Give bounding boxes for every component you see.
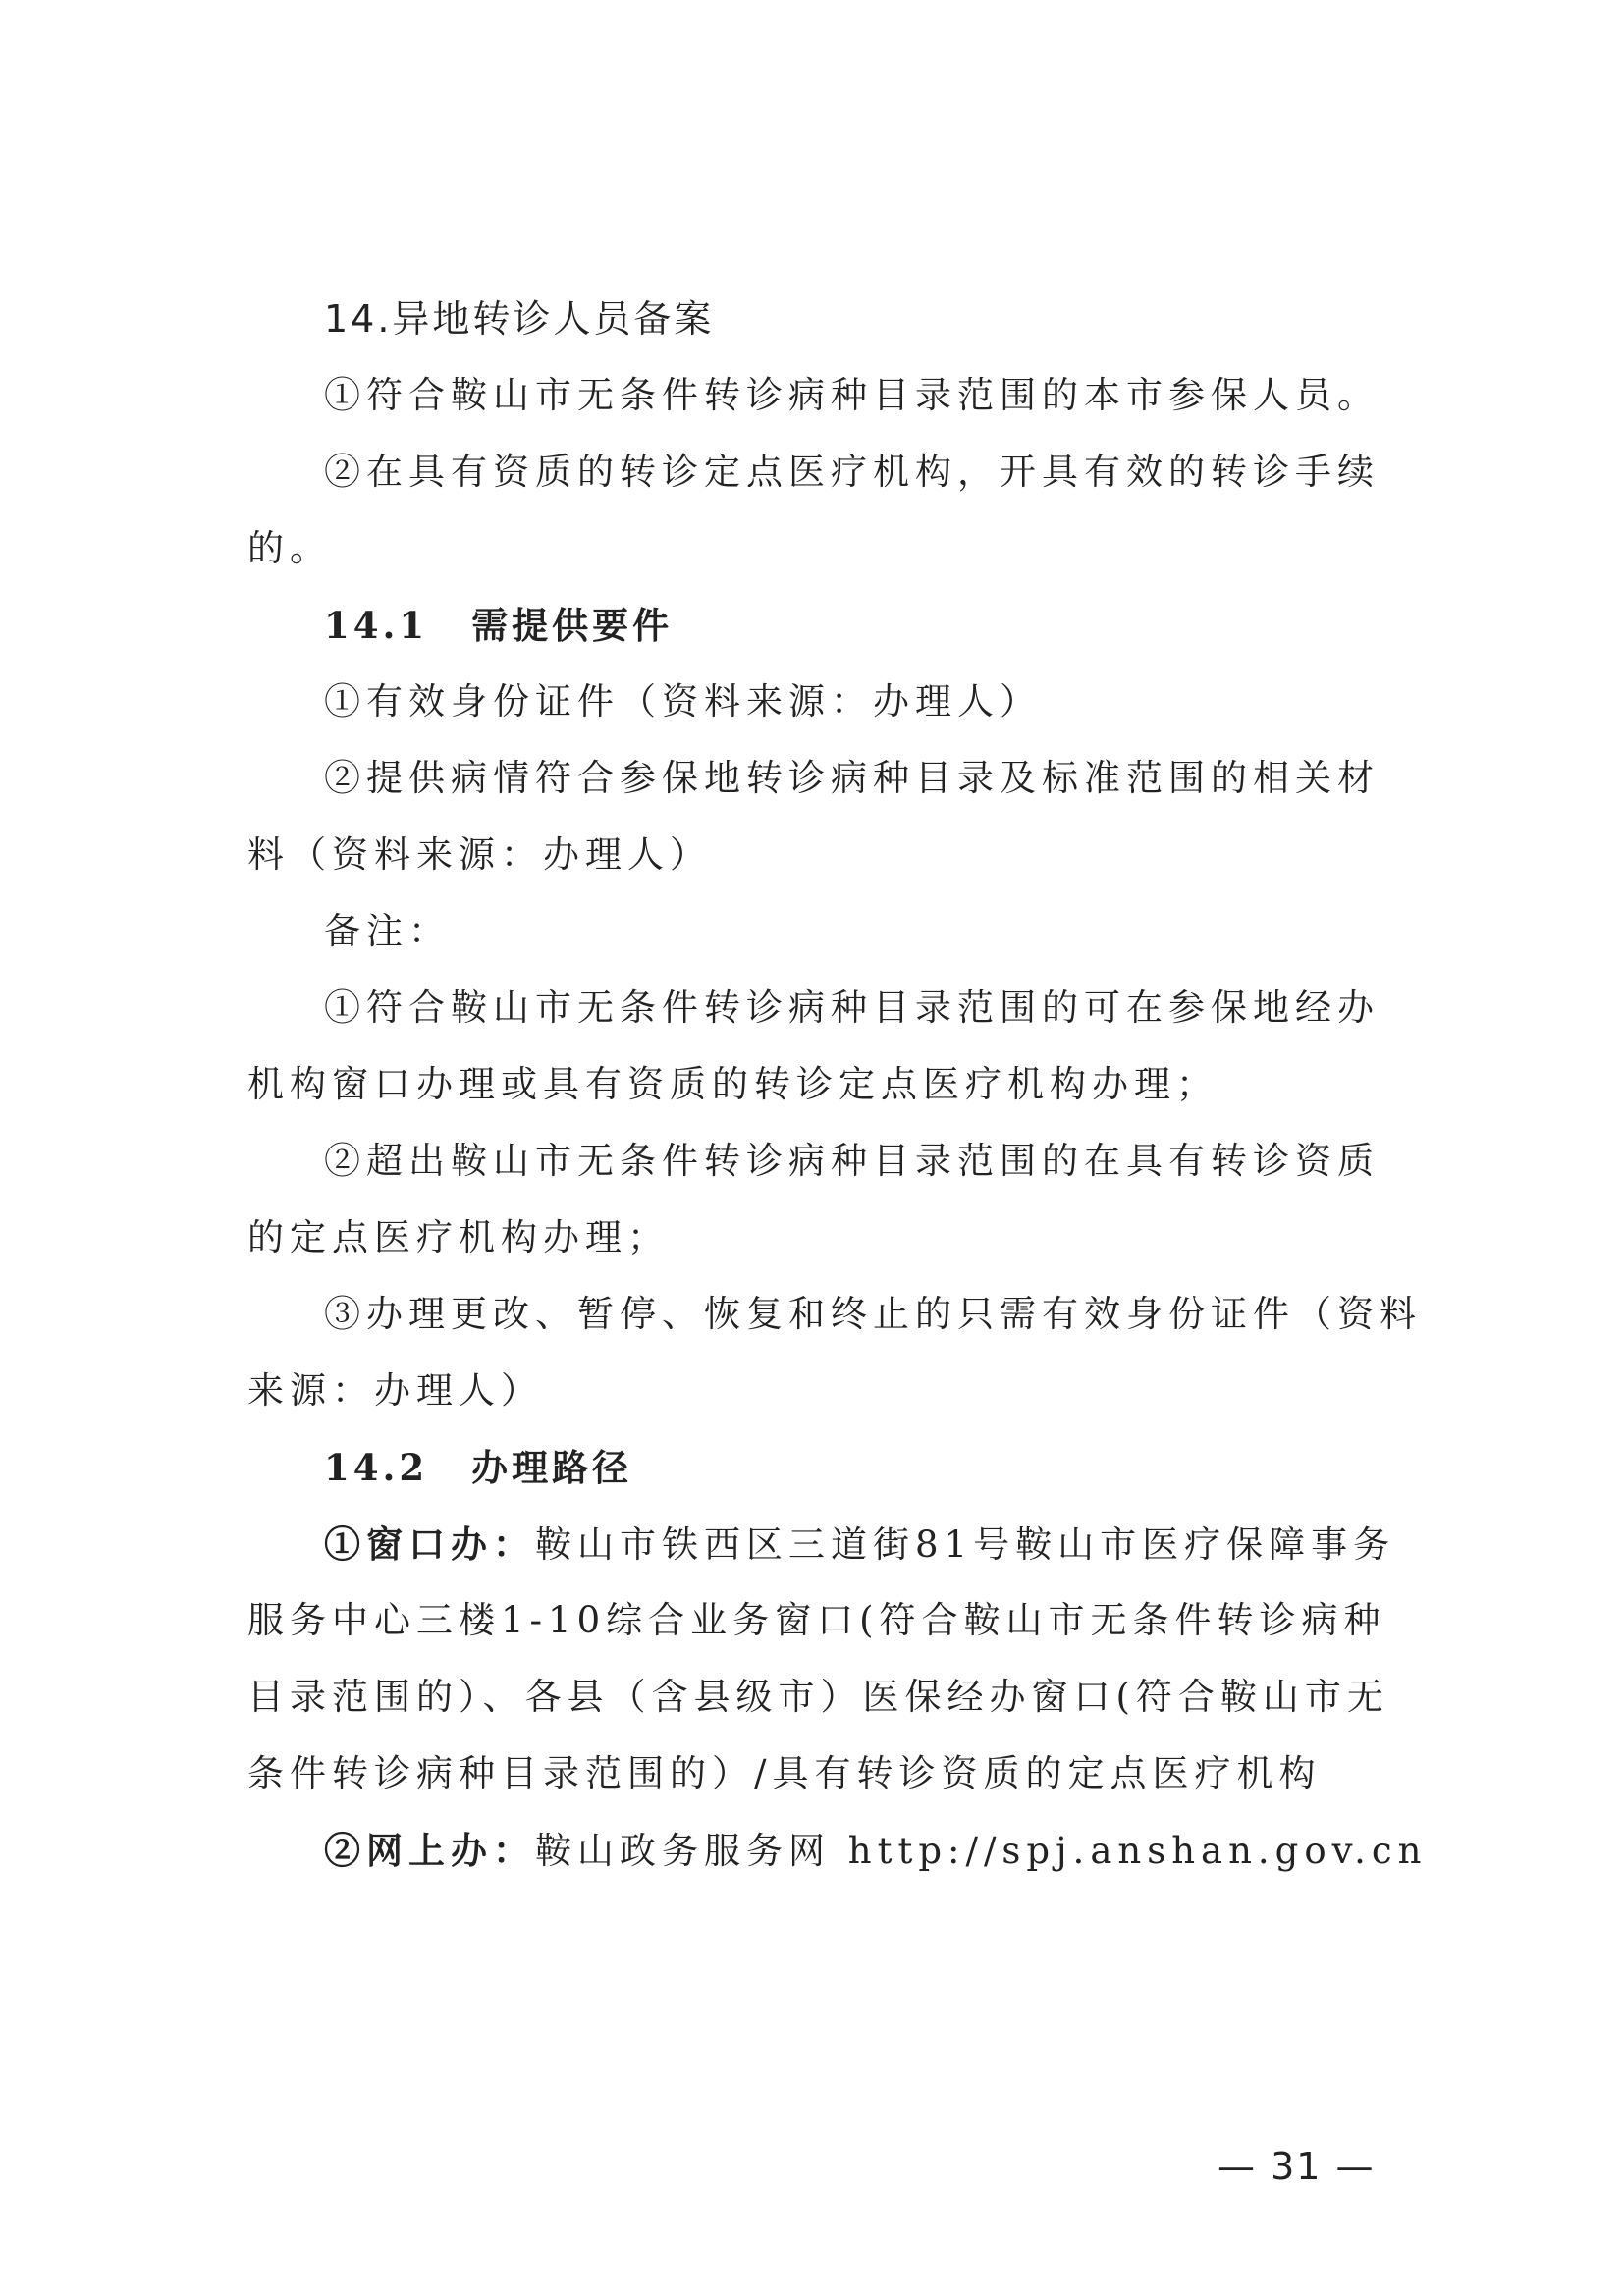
window-line: 条件转诊病种目录范围的）/具有转诊资质的定点医疗机构 (247, 1752, 1322, 1794)
online-link[interactable]: 鞍山政务服务网 http://spj.anshan.gov.cn (535, 1830, 1428, 1872)
page-number: — 31 — (1218, 2145, 1376, 2188)
path-number: 14.2 (324, 1446, 429, 1489)
condition-line: ①符合鞍山市无条件转诊病种目录范围的本市参保人员。 (324, 374, 1380, 416)
note-line: ③办理更改、暂停、恢复和终止的只需有效身份证件（资料 (324, 1293, 1422, 1335)
path-heading (324, 1443, 632, 1492)
note-line: ①符合鞍山市无条件转诊病种目录范围的可在参保地经办 (324, 987, 1380, 1029)
note-label: 备注： (324, 910, 451, 952)
materials-number: 14.1 (324, 604, 429, 647)
window-line: 服务中心三楼1-10综合业务窗口(符合鞍山市无条件转诊病种 (247, 1599, 1386, 1641)
window-address: 鞍山市铁西区三道街81号鞍山市医疗保障事务 (535, 1523, 1396, 1566)
material-item: ②提供病情符合参保地转诊病种目录及标准范围的相关材 (324, 757, 1380, 799)
materials-title: 需提供要件 (471, 604, 674, 647)
note-line: 的定点医疗机构办理； (247, 1216, 670, 1258)
note-line: ②超出鞍山市无条件转诊病种目录范围的在具有转诊资质 (324, 1140, 1380, 1182)
condition-line: ②在具有资质的转诊定点医疗机构，开具有效的转诊手续 (324, 451, 1380, 493)
note-line: 来源：办理人） (247, 1369, 543, 1412)
note-line: 机构窗口办理或具有资质的转诊定点医疗机构办理； (247, 1063, 1218, 1105)
online-label: ②网上办： (324, 1829, 535, 1872)
condition-line: 的。 (247, 527, 332, 569)
materials-heading (324, 601, 673, 650)
section-title: 14.异地转诊人员备案 (324, 297, 715, 341)
material-item: ①有效身份证件（资料来源：办理人） (324, 680, 1042, 722)
window-line: 目录范围的）、各县（含县级市）医保经办窗口(符合鞍山市无 (247, 1676, 1389, 1718)
path-title: 办理路径 (471, 1446, 633, 1489)
material-item: 料（资料来源：办理人） (247, 833, 712, 876)
window-line (324, 1520, 1395, 1570)
window-label: ①窗口办： (324, 1522, 535, 1566)
online-line (324, 1826, 1427, 1876)
